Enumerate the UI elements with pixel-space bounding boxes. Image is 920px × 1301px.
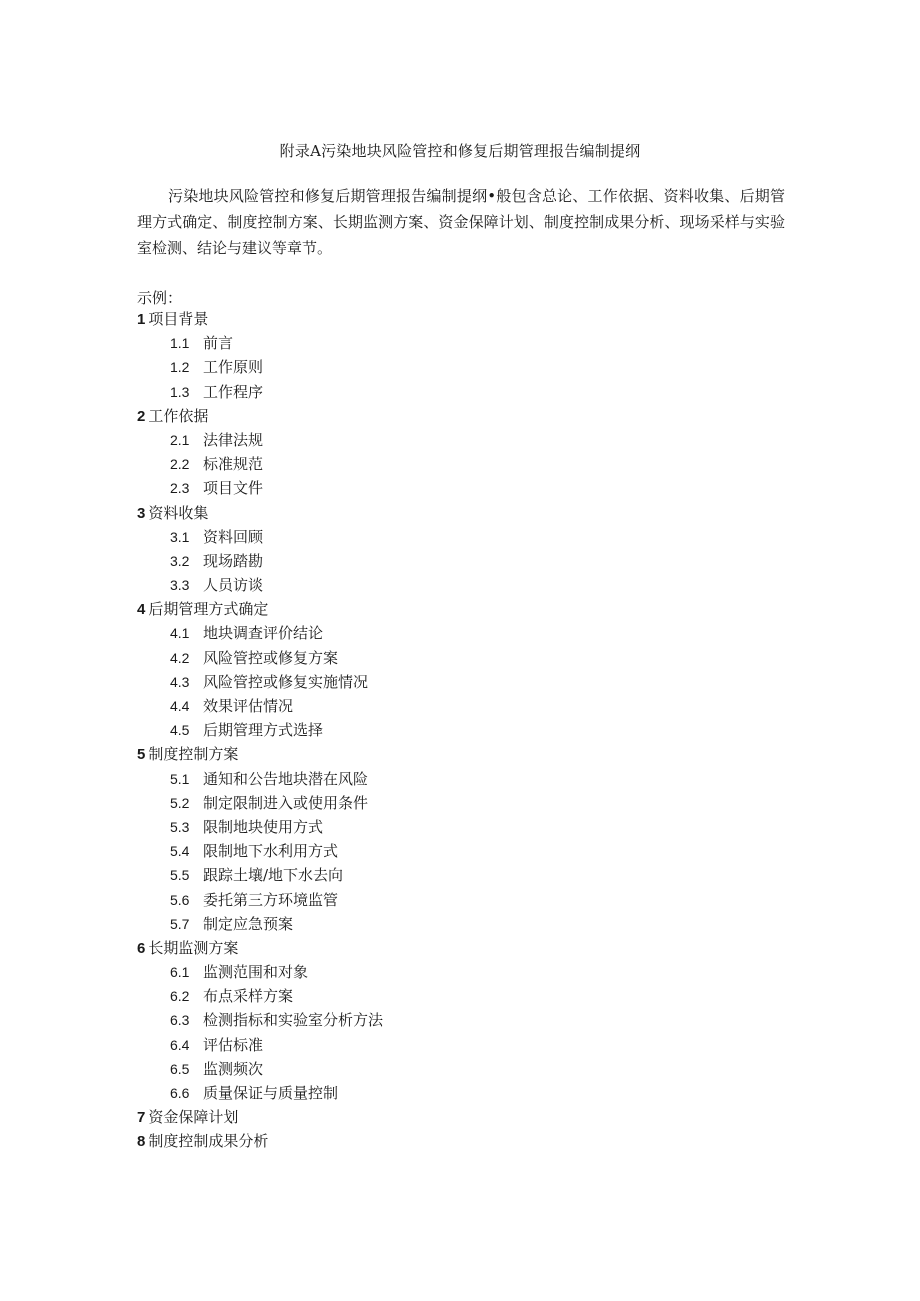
section-number: 4	[137, 601, 146, 619]
subsection-number: 5.6	[170, 891, 190, 908]
subsection-number: 2.2	[170, 456, 190, 473]
outline-subsection	[137, 549, 737, 573]
subsection-label: 工作程序	[203, 382, 264, 401]
section-number: 3	[137, 504, 146, 522]
subsection-label: 效果评估情况	[203, 697, 294, 715]
subsection-label: 布点采样方案	[203, 987, 294, 1006]
outline-subsection	[137, 670, 737, 694]
subsection-label: 监测范围和对象	[203, 963, 309, 982]
subsection-number: 4.4	[170, 698, 190, 714]
subsection-number: 4.3	[170, 673, 190, 690]
section-number: 1	[137, 311, 146, 328]
subsection-label: 前言	[203, 334, 234, 353]
section-number: 7	[137, 1109, 146, 1127]
outline-subsection	[137, 1008, 737, 1032]
subsection-label: 通知和公告地块潜在风险	[203, 769, 369, 788]
subsection-number: 4.2	[170, 649, 190, 666]
outline-subsection	[137, 815, 737, 839]
subsection-number: 1.1	[170, 335, 190, 352]
subsection-label: 制定限制进入或使用条件	[203, 793, 369, 812]
subsection-number: 3.1	[170, 528, 190, 545]
subsection-number: 5.5	[170, 867, 190, 884]
outline-subsection	[137, 912, 737, 936]
outline-subsection	[137, 791, 737, 815]
outline-subsection	[137, 718, 737, 742]
outline-subsection	[137, 694, 737, 718]
subsection-number: 3.3	[170, 577, 190, 594]
subsection-number: 3.2	[170, 552, 190, 569]
section-number: 2	[137, 407, 146, 425]
subsection-label: 跟踪土壤/地下水去向	[203, 866, 344, 885]
subsection-number: 6.4	[170, 1036, 190, 1053]
subsection-label: 评估标准	[203, 1035, 264, 1054]
subsection-label: 制定应急预案	[203, 914, 294, 933]
subsection-number: 6.5	[170, 1060, 190, 1077]
subsection-number: 5.4	[170, 843, 190, 860]
subsection-number: 2.1	[170, 431, 190, 448]
outline-subsection	[137, 646, 737, 670]
subsection-label: 限制地块使用方式	[203, 817, 324, 836]
subsection-number: 5.7	[170, 915, 190, 932]
example-label: 示例：	[137, 289, 183, 307]
subsection-label: 标准规范	[203, 455, 264, 474]
outline-section	[137, 404, 737, 428]
subsection-number: 6.3	[170, 1012, 190, 1029]
outline-subsection	[137, 452, 737, 476]
outline-section	[137, 501, 737, 525]
outline-subsection	[137, 476, 737, 500]
section-label: 后期管理方式确定	[148, 600, 269, 619]
subsection-label: 限制地下水利用方式	[203, 842, 339, 861]
subsection-number: 1.2	[170, 359, 190, 376]
subsection-number: 2.3	[170, 480, 190, 497]
section-label: 制度控制成果分析	[148, 1132, 269, 1151]
section-label: 制度控制方案	[148, 745, 239, 764]
subsection-number: 6.6	[170, 1085, 190, 1101]
outline-subsection	[137, 839, 737, 863]
subsection-number: 1.3	[170, 383, 190, 400]
subsection-label: 资料回顾	[203, 527, 264, 546]
subsection-number: 6.1	[170, 964, 190, 981]
outline-subsection	[137, 984, 737, 1008]
outline-section	[137, 742, 737, 766]
section-number: 5	[137, 746, 146, 764]
subsection-label: 质量保证与质量控制	[203, 1084, 339, 1102]
outline-section	[137, 307, 737, 331]
outline-subsection	[137, 355, 737, 379]
subsection-number: 4.1	[170, 625, 190, 642]
subsection-number: 5.2	[170, 794, 190, 811]
subsection-number: 4.5	[170, 722, 190, 739]
subsection-label: 风险管控或修复实施情况	[203, 672, 369, 691]
outline-list	[137, 307, 737, 1154]
outline-subsection	[137, 573, 737, 597]
outline-subsection	[137, 1081, 737, 1105]
subsection-label: 法律法规	[203, 430, 264, 449]
subsection-number: 5.1	[170, 770, 190, 787]
subsection-label: 监测频次	[203, 1059, 264, 1078]
section-label: 资金保障计划	[148, 1108, 239, 1127]
outline-subsection	[137, 621, 737, 645]
outline-subsection	[137, 960, 737, 984]
outline-subsection	[137, 888, 737, 912]
intro-paragraph: 污染地块风险管控和修复后期管理报告编制提纲•般包含总论、工作依据、资料收集、后期管理方式确定、制度控制方案、长期监测方案、资金保障计划、制度控制成果分析、现场采样与实验室检测、结论与建议等章节。	[137, 187, 785, 257]
outline-section	[137, 597, 737, 621]
subsection-label: 委托第三方环境监管	[203, 890, 339, 909]
subsection-label: 人员访谈	[203, 576, 264, 595]
section-label: 项目背景	[148, 310, 209, 328]
outline-subsection	[137, 525, 737, 549]
subsection-label: 后期管理方式选择	[203, 721, 324, 740]
subsection-number: 5.3	[170, 818, 190, 835]
subsection-label: 风险管控或修复方案	[203, 648, 339, 667]
subsection-label: 现场踏勘	[203, 551, 264, 570]
outline-subsection	[137, 863, 737, 887]
outline-subsection	[137, 428, 737, 452]
section-number: 8	[137, 1133, 146, 1151]
section-label: 长期监测方案	[148, 938, 239, 957]
document-title: 附录A污染地块风险管控和修复后期管理报告编制提纲	[279, 142, 641, 160]
outline-section	[137, 936, 737, 960]
subsection-label: 检测指标和实验室分析方法	[203, 1011, 384, 1030]
subsection-number: 6.2	[170, 988, 190, 1005]
section-label: 工作依据	[148, 406, 209, 425]
outline-section	[137, 1105, 737, 1129]
outline-subsection	[137, 1057, 737, 1081]
subsection-label: 地块调查评价结论	[203, 624, 324, 643]
outline-subsection	[137, 767, 737, 791]
subsection-label: 工作原则	[203, 358, 264, 377]
outline-section	[137, 1129, 737, 1153]
section-number: 6	[137, 939, 146, 957]
subsection-label: 项目文件	[203, 479, 264, 498]
outline-subsection	[137, 1033, 737, 1057]
outline-subsection	[137, 380, 737, 404]
outline-subsection	[137, 331, 737, 355]
section-label: 资料收集	[148, 503, 209, 522]
